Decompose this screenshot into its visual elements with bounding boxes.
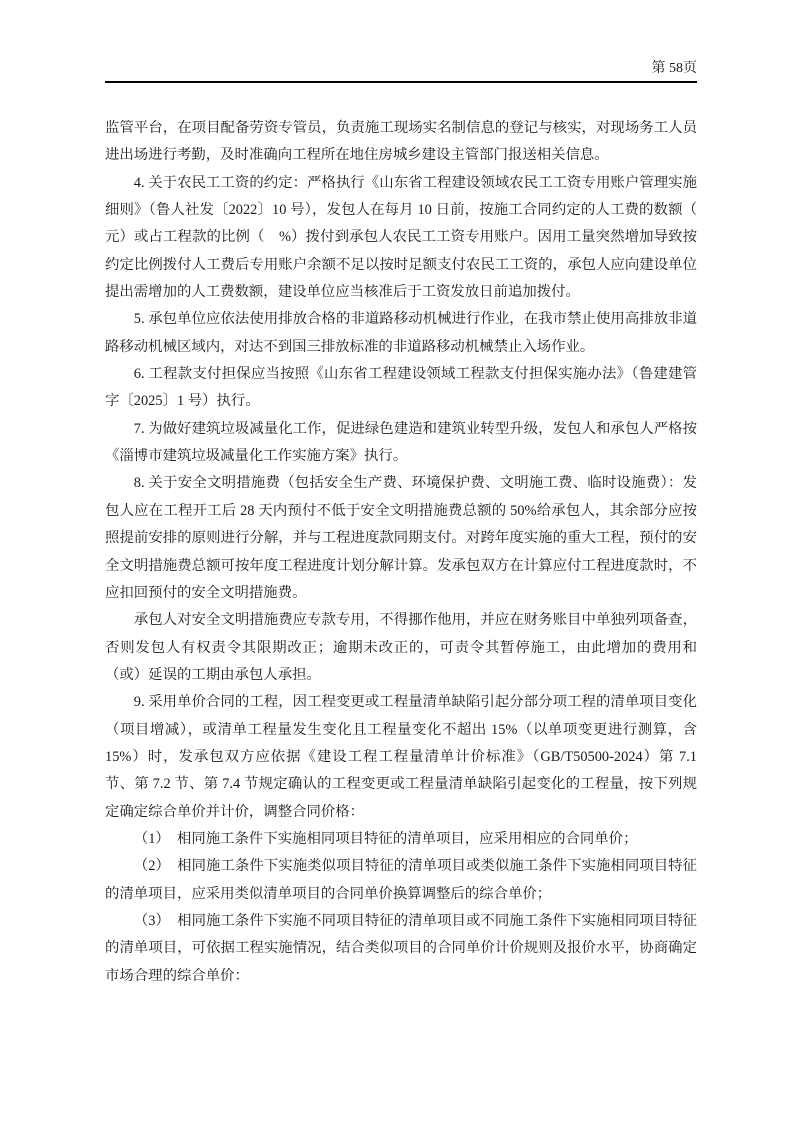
- paragraph: 9. 采用单价合同的工程，因工程变更或工程量清单缺陷引起分部分项工程的清单项目变化（项目增减），或清单工程量发生变化且工程量变化不超出 15%（以单项变更进行测算，含 15%）时，发承包双方应依据《建设工程工程量清单计价标准》（GB/T50500-2024）第 7.1 节、第 7.2 节、第 7.4 节规定确认的工程变更或工程量清单缺陷引起变化的工程量，按下列规定确定综合单价并计价，调整合同价格：: [105, 694, 697, 820]
- document-body: [105, 83, 769, 990]
- paragraph: （1） 相同施工条件下实施相同项目特征的清单项目，应采用相应的合同单价；: [133, 830, 638, 847]
- paragraph: 5. 承包单位应依法使用排放合格的非道路移动机械进行作业，在我市禁止使用高排放非道路移动机械区域内，对达不到国三排放标准的非道路移动机械禁止入场作业。: [105, 311, 697, 355]
- paragraph: 7. 为做好建筑垃圾减量化工作，促进绿色建造和建筑业转型升级，发包人和承包人严格按《淄博市建筑垃圾减量化工作实施方案》执行。: [105, 420, 697, 465]
- paragraph: 4. 关于农民工工资的约定：严格执行《山东省工程建设领域农民工工资专用账户管理实施细则》（鲁人社发〔2022〕10 号），发包人在每月 10 日前，按施工合同约定的人工费的数额（ 元）或占工程款的比例（ %）拨付到承包人农民工工资专用账户。因用工量突然增加导致按约定比例拨付人工费后专用账户余额不足以按时足额支付农民工工资的，承包人应向建设单位提出需增加的人工费数额，建设单位应当核准后于工资发放日前追加拨付。: [105, 174, 769, 301]
- paragraph: （2） 相同施工条件下实施类似项目特征的清单项目或类似施工条件下实施相同项目特征的清单项目，应采用类似清单项目的合同单价换算调整后的综合单价；: [105, 858, 697, 902]
- paragraph: （3） 相同施工条件下实施不同项目特征的清单项目或不同施工条件下实施相同项目特征的清单项目，可依据工程实施情况，结合类似项目的合同单价计价规则及报价水平，协商确定市场合理的综合单价：: [105, 912, 697, 984]
- paragraph: 承包人对安全文明措施费应专款专用，不得挪作他用，并应在财务账目中单独列项备查，否则发包人有权责令其限期改正；逾期未改正的，可责令其暂停施工，由此增加的费用和（或）延误的工期由承包人承担。: [105, 612, 697, 683]
- paragraph: 6. 工程款支付担保应当按照《山东省工程建设领域工程款支付担保实施办法》（鲁建建管字〔2025〕1 号）执行。: [105, 366, 697, 410]
- page-header: [105, 0, 697, 83]
- page-number-label: 第 58页: [651, 61, 697, 76]
- paragraph: 监管平台，在项目配备劳资专管员，负责施工现场实名制信息的登记与核实，对现场务工人员进出场进行考勤，及时准确向工程所在地住房城乡建设主管部门报送相关信息。: [105, 120, 697, 164]
- paragraph: 8. 关于安全文明措施费（包括安全生产费、环境保护费、文明施工费、临时设施费）：发包人应在工程开工后 28 天内预付不低于安全文明措施费总额的 50%给承包人，其余部分应按照提前安排的原则进行分解，并与工程进度款同期支付。对跨年度实施的重大工程，预付的安全文明措施费总额可按年度工程进度计划分解计算。发承包双方在计算应付工程进度款时，不应扣回预付的安全文明措施费。: [105, 475, 697, 601]
